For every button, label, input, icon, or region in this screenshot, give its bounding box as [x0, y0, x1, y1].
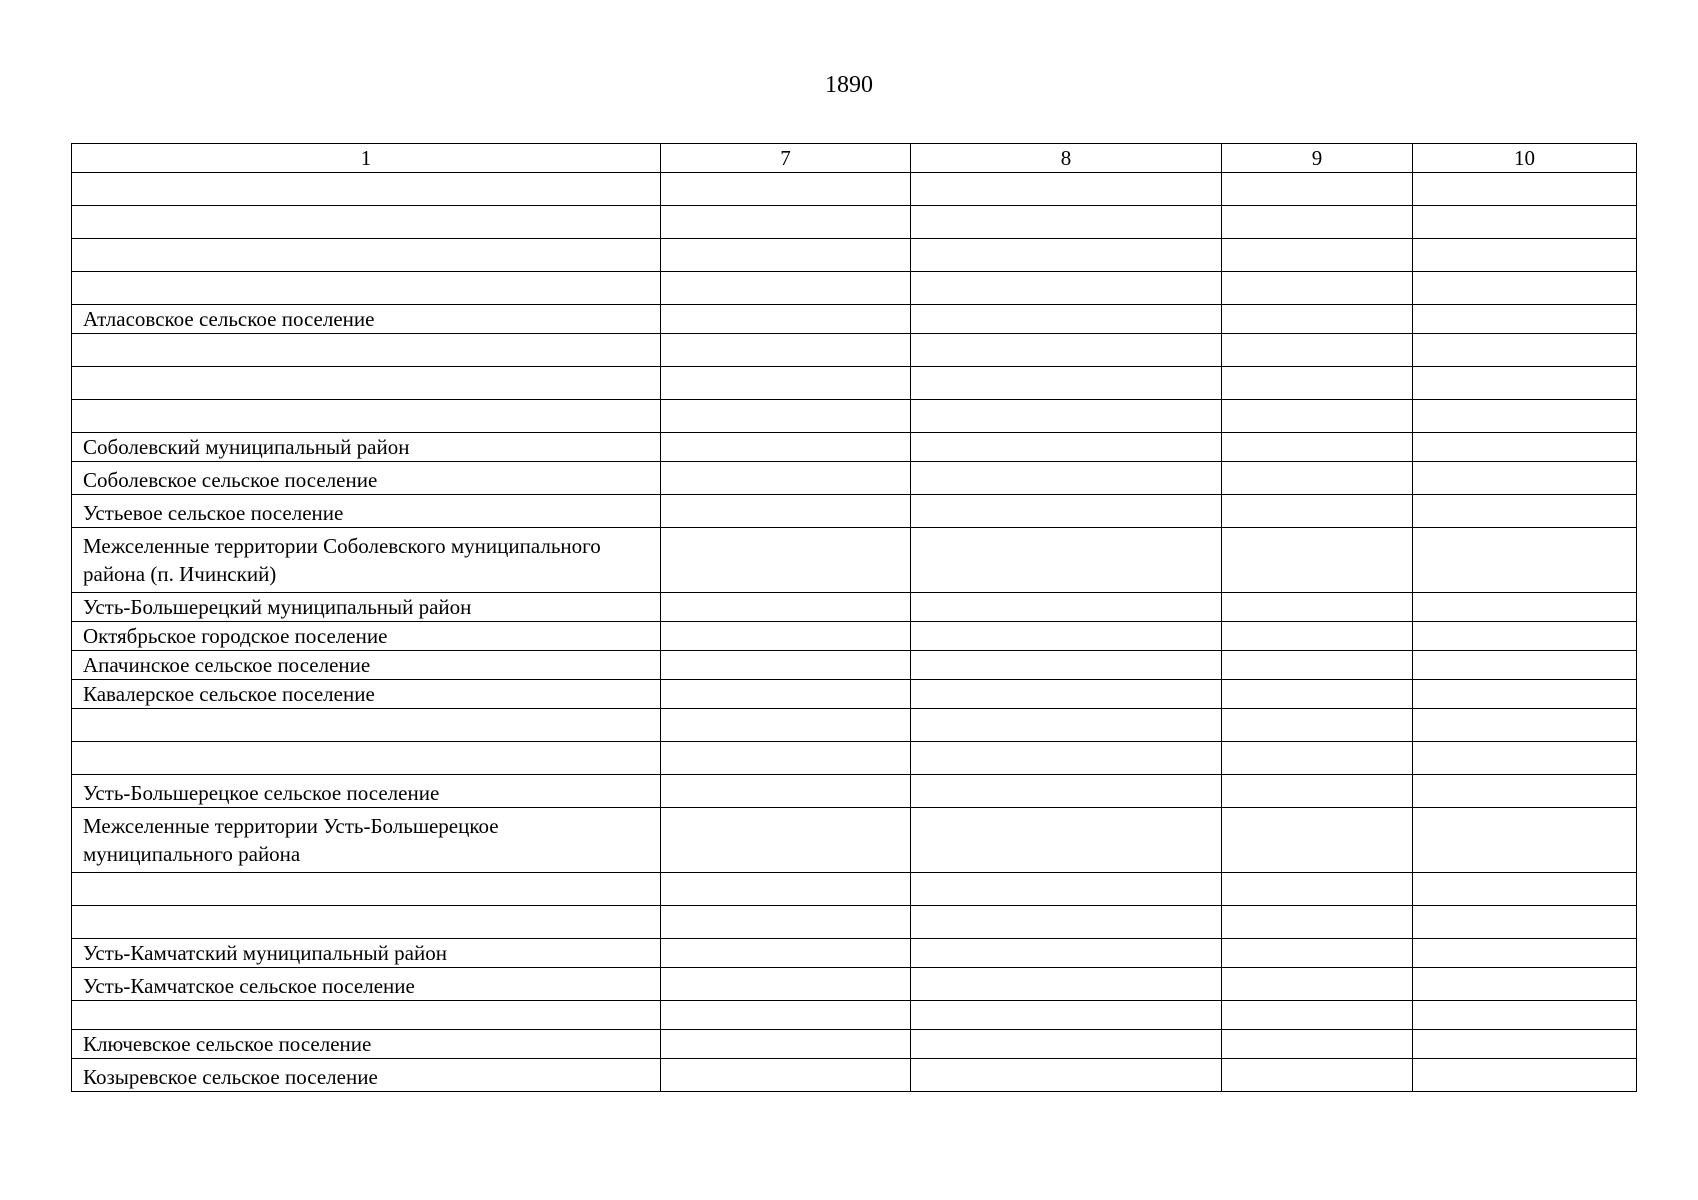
- table-row: [72, 968, 1637, 1001]
- value-cell: [1413, 742, 1637, 775]
- column-header-9: 9: [1222, 144, 1413, 173]
- value-cell: [911, 873, 1222, 906]
- table-row: [72, 709, 1637, 742]
- value-cell: [1222, 495, 1413, 528]
- value-cell: [1222, 651, 1413, 680]
- column-header-1: 1: [72, 144, 661, 173]
- value-cell: [911, 939, 1222, 968]
- value-cell: [661, 906, 911, 939]
- value-cell: [1413, 495, 1637, 528]
- value-cell: [1222, 593, 1413, 622]
- value-cell: [661, 709, 911, 742]
- value-cell: [911, 528, 1222, 593]
- value-cell: [911, 808, 1222, 873]
- value-cell: [661, 206, 911, 239]
- value-cell: [661, 367, 911, 400]
- table-row: [72, 775, 1637, 808]
- value-cell: [1222, 334, 1413, 367]
- value-cell: [1222, 528, 1413, 593]
- value-cell: [1222, 206, 1413, 239]
- table-row: [72, 367, 1637, 400]
- table-row: [72, 173, 1637, 206]
- value-cell: [911, 1030, 1222, 1059]
- value-cell: [1413, 968, 1637, 1001]
- territory-name-cell: Ключевское сельское поселение: [72, 1030, 661, 1059]
- value-cell: [1413, 906, 1637, 939]
- territory-name-cell: Устьевое сельское поселение: [72, 495, 661, 528]
- value-cell: [911, 462, 1222, 495]
- territory-name-cell: Усть-Камчатское сельское поселение: [72, 968, 661, 1001]
- value-cell: [661, 1001, 911, 1030]
- value-cell: [1413, 528, 1637, 593]
- value-cell: [1413, 1059, 1637, 1092]
- territory-name-cell: [72, 272, 661, 305]
- value-cell: [911, 433, 1222, 462]
- value-cell: [1222, 367, 1413, 400]
- territory-name-cell: [72, 873, 661, 906]
- table-row: [72, 1001, 1637, 1030]
- value-cell: [911, 400, 1222, 433]
- table-row: [72, 239, 1637, 272]
- value-cell: [911, 742, 1222, 775]
- territory-name-cell: Усть-Большерецкое сельское поселение: [72, 775, 661, 808]
- value-cell: [1413, 680, 1637, 709]
- value-cell: [1222, 808, 1413, 873]
- territory-name-cell: Апачинское сельское поселение: [72, 651, 661, 680]
- value-cell: [1413, 400, 1637, 433]
- territory-name-cell: [72, 742, 661, 775]
- value-cell: [1222, 709, 1413, 742]
- value-cell: [1413, 334, 1637, 367]
- value-cell: [911, 272, 1222, 305]
- territory-name-cell: [72, 239, 661, 272]
- table-row: [72, 206, 1637, 239]
- territory-name-cell: Межселенные территории Соболевского муниципального района (п. Ичинский): [72, 528, 661, 593]
- value-cell: [661, 305, 911, 334]
- value-cell: [911, 680, 1222, 709]
- value-cell: [911, 305, 1222, 334]
- value-cell: [1413, 173, 1637, 206]
- value-cell: [911, 334, 1222, 367]
- value-cell: [661, 1059, 911, 1092]
- territory-name-cell: [72, 709, 661, 742]
- table-row: [72, 680, 1637, 709]
- value-cell: [1222, 1030, 1413, 1059]
- column-header-7: 7: [661, 144, 911, 173]
- table-row: [72, 873, 1637, 906]
- value-cell: [661, 334, 911, 367]
- territory-name-cell: Усть-Большерецкий муниципальный район: [72, 593, 661, 622]
- value-cell: [1413, 873, 1637, 906]
- value-cell: [661, 400, 911, 433]
- table-row: [72, 334, 1637, 367]
- page-number: 1890: [825, 72, 873, 98]
- table-row: [72, 622, 1637, 651]
- value-cell: [1222, 622, 1413, 651]
- value-cell: [1222, 1059, 1413, 1092]
- value-cell: [1413, 239, 1637, 272]
- territory-name-cell: Октябрьское городское поселение: [72, 622, 661, 651]
- value-cell: [1222, 873, 1413, 906]
- value-cell: [661, 272, 911, 305]
- table-row: [72, 528, 1637, 593]
- value-cell: [911, 709, 1222, 742]
- value-cell: [1413, 939, 1637, 968]
- value-cell: [661, 968, 911, 1001]
- value-cell: [661, 775, 911, 808]
- territory-name-cell: Соболевское сельское поселение: [72, 462, 661, 495]
- value-cell: [661, 593, 911, 622]
- value-cell: [1222, 239, 1413, 272]
- value-cell: [1413, 305, 1637, 334]
- value-cell: [1413, 272, 1637, 305]
- territory-name-cell: Соболевский муниципальный район: [72, 433, 661, 462]
- table-row: [72, 1030, 1637, 1059]
- value-cell: [1413, 808, 1637, 873]
- value-cell: [911, 593, 1222, 622]
- table-row: [72, 906, 1637, 939]
- value-cell: [911, 1059, 1222, 1092]
- value-cell: [661, 239, 911, 272]
- value-cell: [1413, 622, 1637, 651]
- territory-name-cell: Усть-Камчатский муниципальный район: [72, 939, 661, 968]
- value-cell: [1413, 709, 1637, 742]
- table-row: [72, 808, 1637, 873]
- value-cell: [911, 239, 1222, 272]
- value-cell: [1413, 433, 1637, 462]
- territory-name-cell: [72, 173, 661, 206]
- value-cell: [1413, 206, 1637, 239]
- value-cell: [661, 742, 911, 775]
- territory-name-cell: Атласовское сельское поселение: [72, 305, 661, 334]
- table-row: [72, 400, 1637, 433]
- value-cell: [1413, 367, 1637, 400]
- table-row: [72, 433, 1637, 462]
- table-row: [72, 742, 1637, 775]
- value-cell: [911, 622, 1222, 651]
- value-cell: [1222, 272, 1413, 305]
- value-cell: [911, 367, 1222, 400]
- value-cell: [911, 495, 1222, 528]
- value-cell: [1413, 1030, 1637, 1059]
- value-cell: [911, 173, 1222, 206]
- value-cell: [1222, 400, 1413, 433]
- value-cell: [1222, 680, 1413, 709]
- value-cell: [661, 651, 911, 680]
- column-header-10: 10: [1413, 144, 1637, 173]
- value-cell: [1222, 968, 1413, 1001]
- value-cell: [911, 775, 1222, 808]
- value-cell: [1413, 775, 1637, 808]
- value-cell: [1222, 173, 1413, 206]
- value-cell: [1413, 651, 1637, 680]
- value-cell: [911, 906, 1222, 939]
- table-row: [72, 495, 1637, 528]
- value-cell: [661, 433, 911, 462]
- data-table: [71, 143, 1637, 1092]
- value-cell: [661, 495, 911, 528]
- value-cell: [1222, 742, 1413, 775]
- territory-name-cell: Козыревское сельское поселение: [72, 1059, 661, 1092]
- table-body: [72, 173, 1637, 1092]
- value-cell: [661, 808, 911, 873]
- value-cell: [661, 462, 911, 495]
- table-row: [72, 593, 1637, 622]
- value-cell: [1222, 433, 1413, 462]
- value-cell: [1413, 462, 1637, 495]
- value-cell: [661, 873, 911, 906]
- territory-name-cell: [72, 206, 661, 239]
- table-row: [72, 305, 1637, 334]
- column-header-8: 8: [911, 144, 1222, 173]
- value-cell: [1222, 939, 1413, 968]
- territory-name-cell: [72, 334, 661, 367]
- value-cell: [1222, 775, 1413, 808]
- table-row: [72, 939, 1637, 968]
- value-cell: [661, 173, 911, 206]
- table-row: [72, 1059, 1637, 1092]
- territory-name-cell: Кавалерское сельское поселение: [72, 680, 661, 709]
- value-cell: [1222, 462, 1413, 495]
- value-cell: [661, 939, 911, 968]
- territory-name-cell: [72, 1001, 661, 1030]
- value-cell: [661, 622, 911, 651]
- value-cell: [1413, 593, 1637, 622]
- table-row: [72, 462, 1637, 495]
- value-cell: [911, 651, 1222, 680]
- value-cell: [911, 206, 1222, 239]
- value-cell: [1222, 1001, 1413, 1030]
- value-cell: [911, 968, 1222, 1001]
- territory-name-cell: [72, 906, 661, 939]
- value-cell: [1413, 1001, 1637, 1030]
- value-cell: [661, 1030, 911, 1059]
- value-cell: [661, 528, 911, 593]
- value-cell: [911, 1001, 1222, 1030]
- territory-name-cell: Межселенные территории Усть-Большерецкое муниципального района: [72, 808, 661, 873]
- table-row: [72, 651, 1637, 680]
- value-cell: [1222, 906, 1413, 939]
- territory-name-cell: [72, 400, 661, 433]
- value-cell: [661, 680, 911, 709]
- table-row: [72, 272, 1637, 305]
- territory-name-cell: [72, 367, 661, 400]
- table-header: [72, 144, 1637, 173]
- value-cell: [1222, 305, 1413, 334]
